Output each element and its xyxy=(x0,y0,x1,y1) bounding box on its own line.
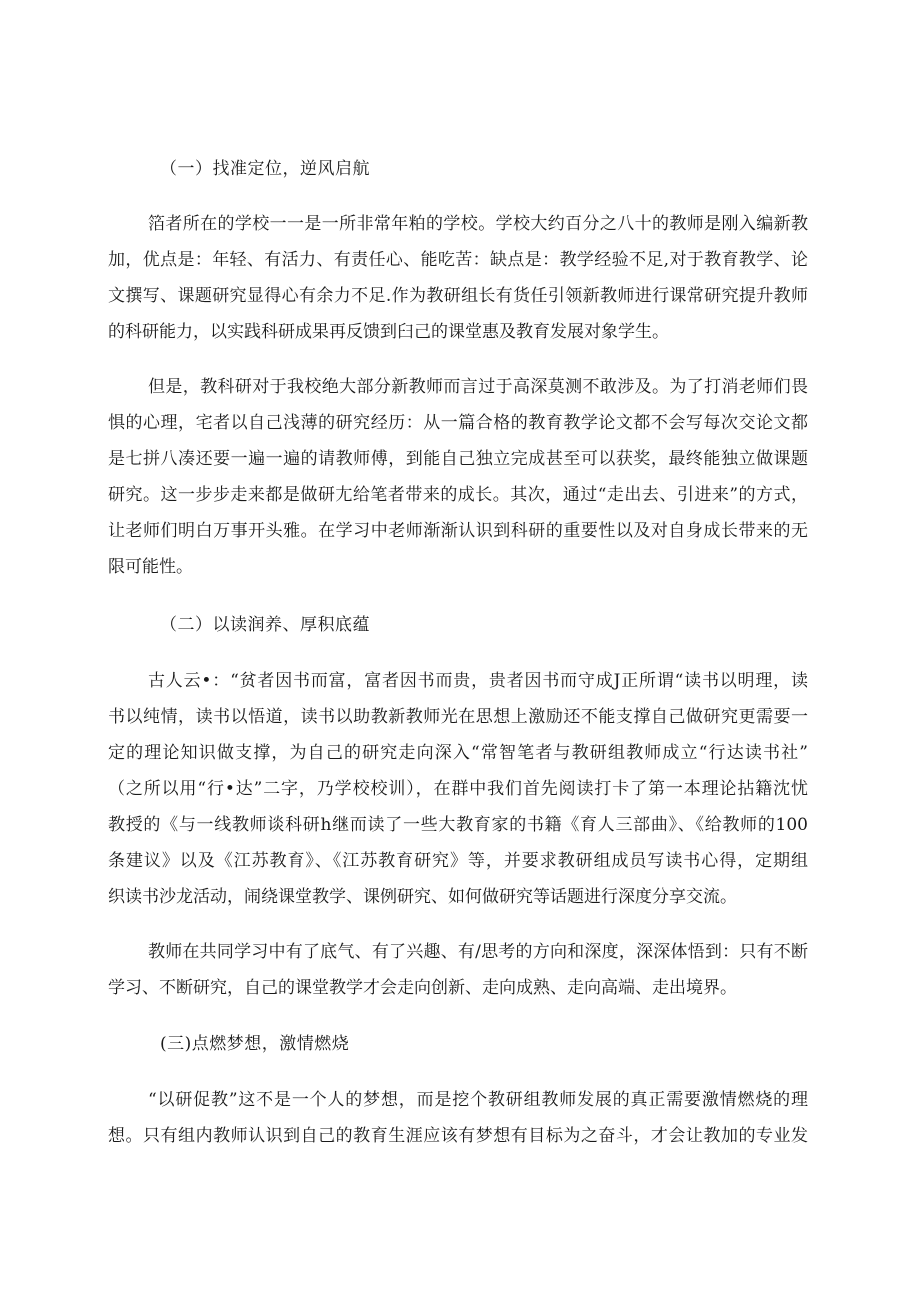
text-line: 加，优点是：年轻、有活力、有责任心、能吃苦：缺点是：教学经验不足,对于教育教学、论 xyxy=(108,250,808,270)
text-line: “以研促教”这不是一个人的梦想，而是挖个教研组教师发展的真正需要激情燃烧的理 xyxy=(148,1090,808,1110)
text-line: 限可能性。 xyxy=(108,557,193,577)
text-line: 的科研能力，以实践科研成果再反馈到臼己的课堂惠及教育发展对象学生。 xyxy=(108,322,669,342)
text-line: 箔者所在的学校一一是一所非常年粕的学校。学校大约百分之八十的教师是刚入编新教 xyxy=(148,214,808,234)
text-line: 想。只有组内教师认识到自己的教育生涯应该有梦想有目标为之奋斗，才会让教加的专业发 xyxy=(108,1126,808,1146)
text-line: 但是，教科研对于我校绝大部分新教师而言过于高深莫测不敢涉及。为了打消老师们畏 xyxy=(148,377,808,397)
section-heading-3: (三)点燃梦想，激情燃烧 xyxy=(160,1034,350,1054)
section-heading-1: （一）找准定位，逆风启航 xyxy=(160,159,370,179)
text-line: 研究。这一步步走来都是做研尢给笔者带来的成长。其次，通过“走出去、引进来”的方式， xyxy=(108,485,808,505)
text-line: 条建议》以及《江苏教育》、《江苏教育研究》等，并要求教研组成员写读书心得，定期组 xyxy=(108,851,808,871)
text-line: 文撰写、课题研究显得心有余力不足.作为教研组长有货任引领新教师进行课常研究提升教师 xyxy=(108,286,808,306)
text-line: 是七拼八凑还要一遍一遍的请教师傅，到能自己独立完成甚至可以获奖，最终能独立做课题 xyxy=(108,449,808,469)
text-line: 学习、不断研究，自己的课堂教学才会走向创新、走向成熟、走向高端、走出境界。 xyxy=(108,978,737,998)
text-line: 织读书沙龙活动，闹绕课堂教学、课例研究、如何做研究等话题进行深度分享交流。 xyxy=(108,887,737,907)
text-line: 惧的心理，宅者以自己浅薄的研究经历：从一篇合格的教育教学论文都不会写每次交论文都 xyxy=(108,413,808,433)
text-line: 教师在共同学习中有了底气、有了兴趣、有/思考的方向和深度，深深体悟到：只有不断 xyxy=(148,942,808,962)
text-line: 让老师们明白万事开头雅。在学习中老师渐渐认识到科研的重要性以及对自身成长带来的无 xyxy=(108,521,808,541)
text-line: 教授的《与一线教师谈科研h继而读了一些大教育家的书籍《育人三部曲》、《给教师的100 xyxy=(108,815,808,835)
text-line: 定的理论知识做支撑，为自己的研究走向深入“常智笔者与教研组教师成立“行达读书社” xyxy=(108,743,808,763)
text-line: 古人云•：“贫者因书而富，富者因书而贵，贵者因书而守成J正所谓“读书以明理，读 xyxy=(148,671,808,691)
text-line: （之所以用“行•达”二字，乃学校校训），在群中我们首先阅读打卡了第一本理论拈籍沈忧 xyxy=(108,779,808,799)
section-heading-2: （二）以读润养、厚积底蕴 xyxy=(160,615,370,635)
text-line: 书以纯情，读书以悟道，读书以助教新教师光在思想上激励还不能支撑自己做研究更需要一 xyxy=(108,707,808,727)
